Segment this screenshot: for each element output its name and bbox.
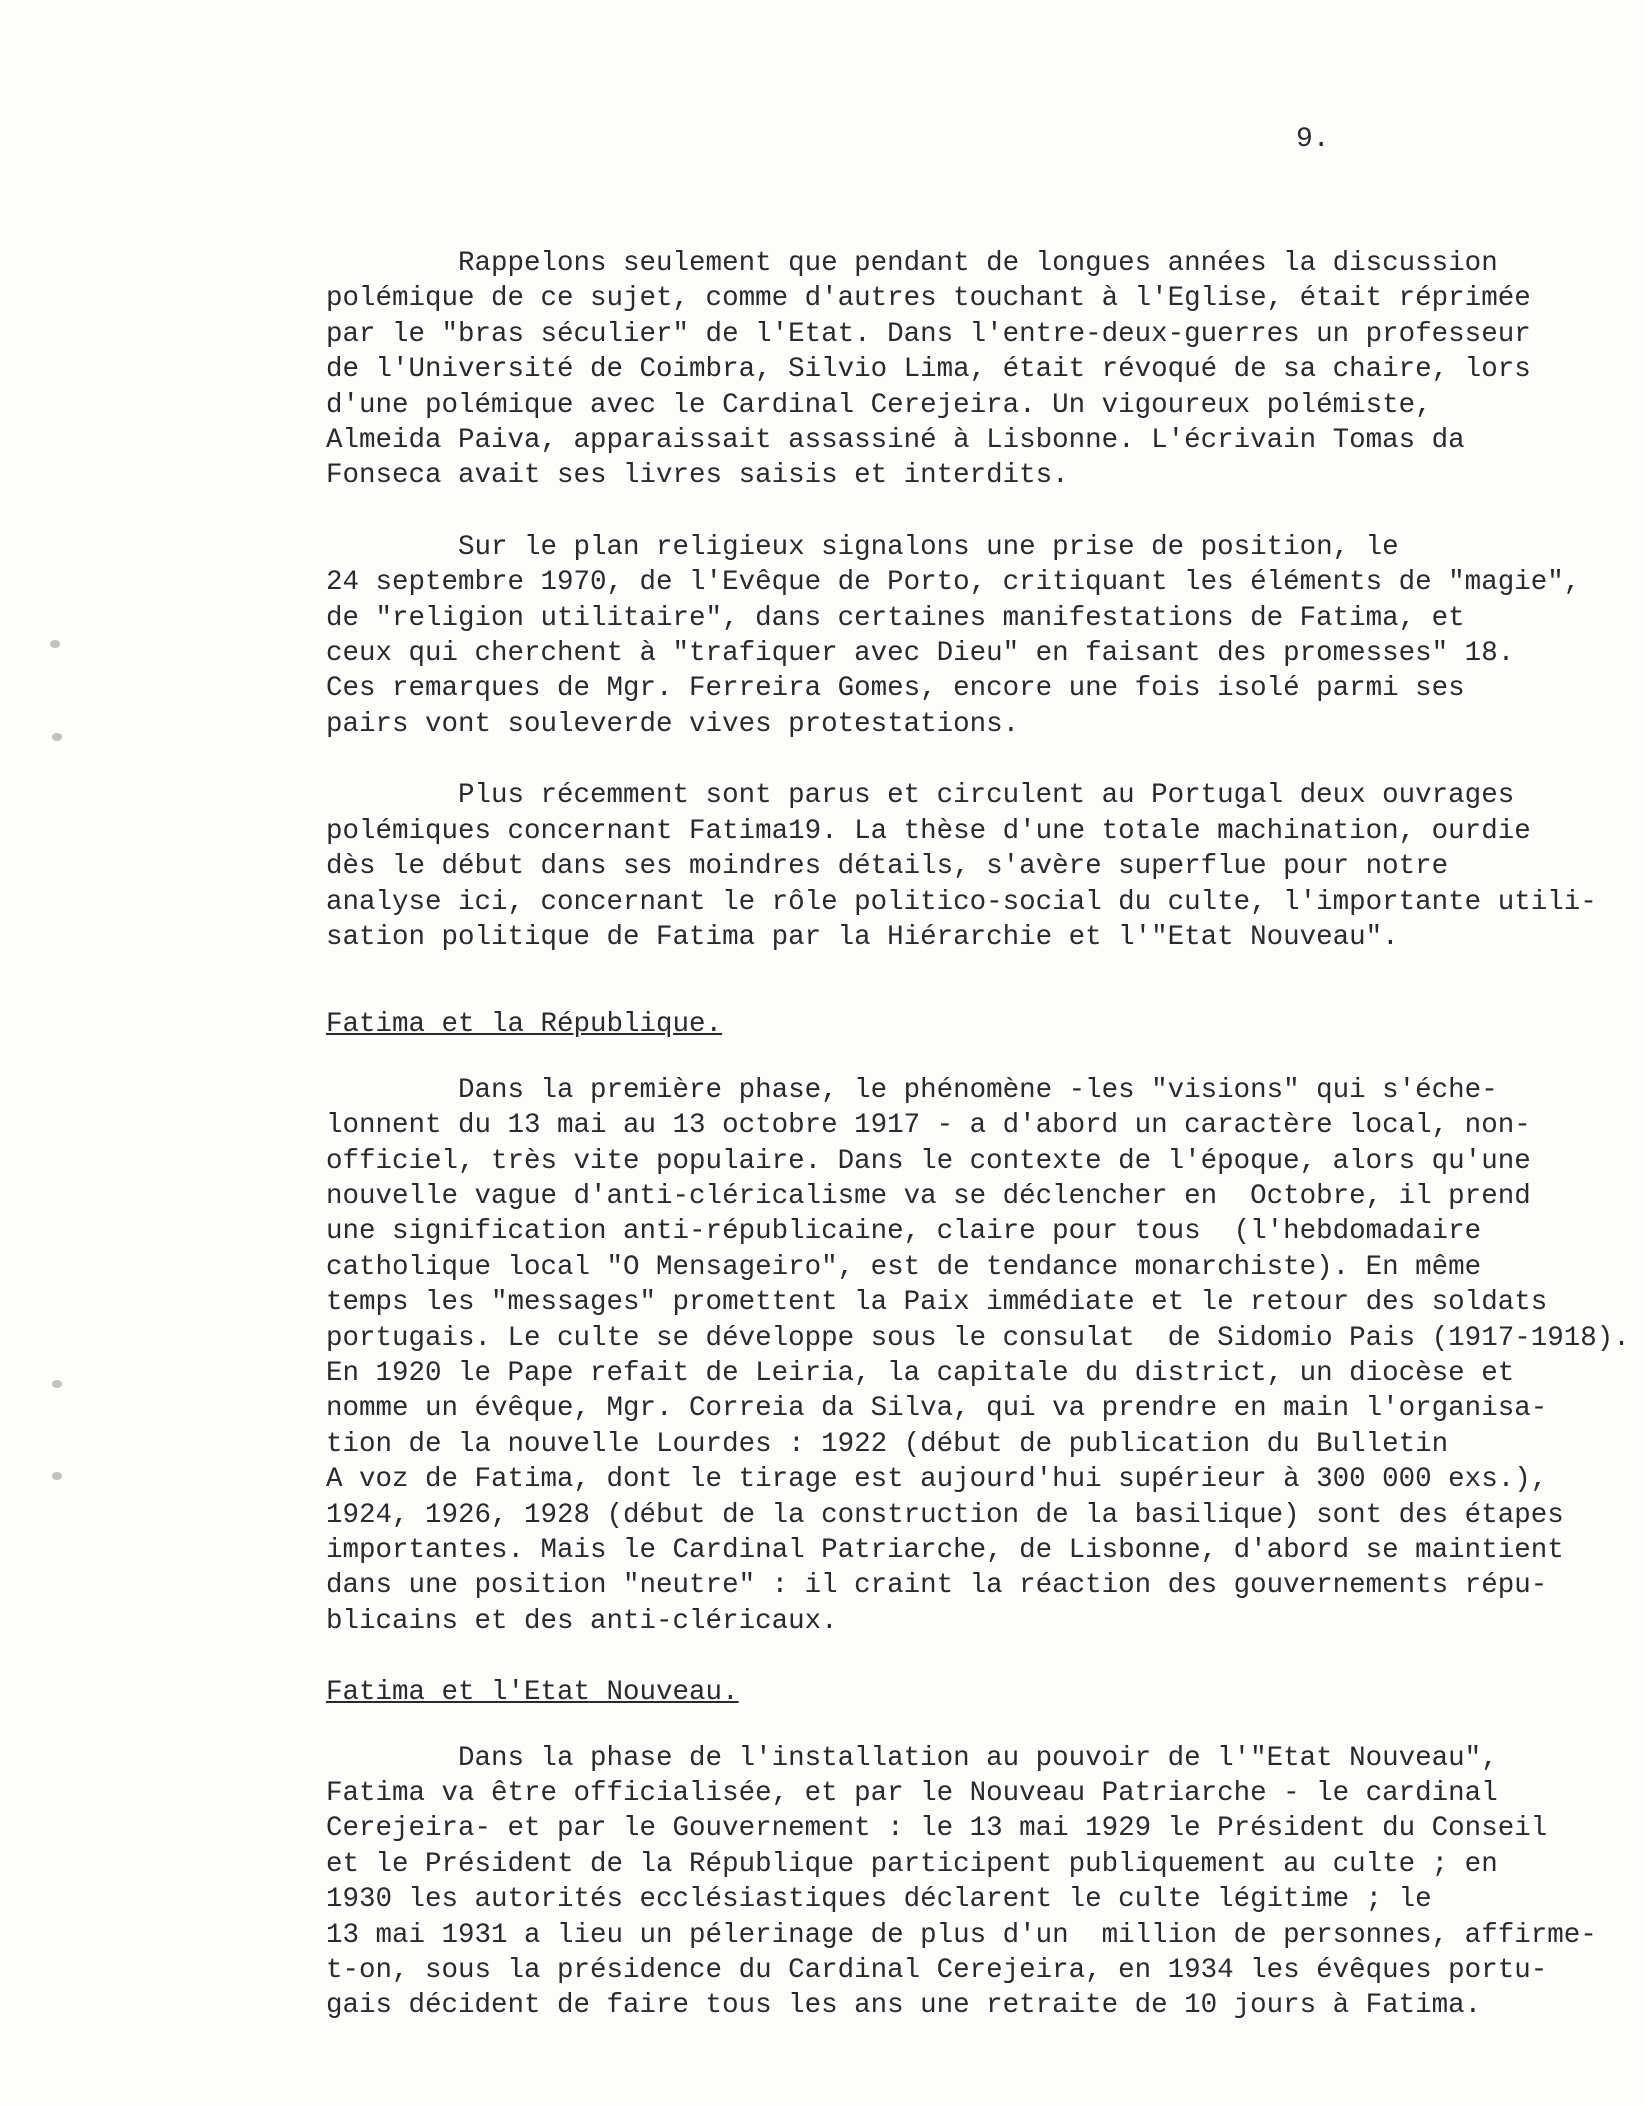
text-line: nouvelle vague d'anti-cléricalisme va se déclencher en Octobre, il prend — [326, 1180, 1531, 1212]
text-line: sation politique de Fatima par la Hiérarchie et l'"Etat Nouveau". — [326, 921, 1399, 953]
text-line: tion de la nouvelle Lourdes : 1922 (début de publication du Bulletin — [326, 1428, 1449, 1460]
text-line: Fonseca avait ses livres saisis et interdits. — [326, 460, 1069, 492]
punch-mark — [52, 733, 62, 741]
text-line: Cerejeira- et par le Gouvernement : le 13 mai 1929 le Président du Conseil — [326, 1813, 1548, 1845]
text-line: officiel, très vite populaire. Dans le contexte de l'époque, alors qu'une — [326, 1145, 1531, 1177]
text-line: A voz de Fatima, dont le tirage est aujourd'hui supérieur à 300 000 exs.), — [326, 1464, 1548, 1496]
paragraph-3 — [326, 778, 1616, 955]
text-line: temps les "messages" promettent la Paix immédiate et le retour des soldats — [326, 1287, 1548, 1319]
text-line: Dans la première phase, le phénomène -les "visions" qui s'éche- — [326, 1074, 1498, 1106]
text-line: 13 mai 1931 a lieu un pélerinage de plus d'un million de personnes, affirme- — [326, 1919, 1597, 1951]
paragraph-2 — [326, 530, 1616, 742]
text-line: par le "bras séculier" de l'Etat. Dans l'entre-deux-guerres un professeur — [326, 318, 1531, 350]
text-line: 1930 les autorités ecclésiastiques déclarent le culte légitime ; le — [326, 1884, 1432, 1916]
text-line: t-on, sous la présidence du Cardinal Cerejeira, en 1934 les évêques portu- — [326, 1955, 1548, 1987]
text-line: catholique local "O Mensageiro", est de tendance monarchiste). En même — [326, 1251, 1482, 1283]
text-line: une signification anti-républicaine, claire pour tous (l'hebdomadaire — [326, 1216, 1482, 1248]
punch-mark — [52, 1472, 62, 1480]
text-line: polémiques concernant Fatima19. La thèse d'une totale machination, ourdie — [326, 815, 1531, 847]
text-line: de l'Université de Coimbra, Silvio Lima, était révoqué de sa chaire, lors — [326, 354, 1531, 386]
text-line: importantes. Mais le Cardinal Patriarche, de Lisbonne, d'abord se maintient — [326, 1535, 1564, 1566]
punch-mark — [52, 1380, 62, 1388]
text-line: 1924, 1926, 1928 (début de la construction de la basilique) sont des étapes — [326, 1499, 1564, 1531]
text-line: analyse ici, concernant le rôle politico-social du culte, l'importante utili- — [326, 886, 1597, 918]
text-line: Almeida Paiva, apparaissait assassiné à Lisbonne. L'écrivain Tomas da — [326, 425, 1465, 457]
page-number: 9. — [1296, 124, 1330, 155]
text-line: polémique de ce sujet, comme d'autres touchant à l'Eglise, était réprimée — [326, 283, 1531, 315]
text-line: Ces remarques de Mgr. Ferreira Gomes, encore une fois isolé parmi ses — [326, 673, 1465, 705]
text-line: nomme un évêque, Mgr. Correia da Silva, qui va prendre en main l'organisa- — [326, 1393, 1548, 1425]
text-line: ceux qui cherchent à "trafiquer avec Dieu" en faisant des promesses" 18. — [326, 638, 1515, 670]
text-line: d'une polémique avec le Cardinal Cerejeira. Un vigoureux polémiste, — [326, 389, 1432, 421]
text-line: Dans la phase de l'installation au pouvoir de l'"Etat Nouveau", — [326, 1742, 1498, 1774]
text-line: blicains et des anti-cléricaux. — [326, 1605, 838, 1637]
text-line: En 1920 le Pape refait de Leiria, la capitale du district, un diocèse et — [326, 1357, 1515, 1389]
text-line: de "religion utilitaire", dans certaines manifestations de Fatima, et — [326, 602, 1465, 634]
text-line: Fatima va être officialisée, et par le Nouveau Patriarche - le cardinal — [326, 1778, 1498, 1810]
text-line: Plus récemment sont parus et circulent au Portugal deux ouvrages — [326, 780, 1515, 812]
section-1-body — [326, 1073, 1630, 1640]
section-2-body — [326, 1741, 1616, 2024]
text-line: gais décident de faire tous les ans une retraite de 10 jours à Fatima. — [326, 1990, 1482, 2022]
text-line: et le Président de la République participent publiquement au culte ; en — [326, 1848, 1498, 1880]
section-heading: Fatima et la République. — [326, 1009, 723, 1041]
text-line: portugais. Le culte se développe sous le consulat de Sidomio Pais (1917-1918). — [326, 1322, 1630, 1354]
text-line: Sur le plan religieux signalons une prise de position, le — [326, 531, 1399, 563]
section-heading: Fatima et l'Etat Nouveau. — [326, 1677, 739, 1709]
text-line: Rappelons seulement que pendant de longues années la discussion — [326, 248, 1498, 279]
text-line: dans une position "neutre" : il craint la réaction des gouvernements répu- — [326, 1570, 1548, 1602]
punch-mark — [50, 640, 60, 648]
document-body — [326, 246, 1630, 2024]
paragraph-1 — [326, 246, 1616, 494]
text-line: 24 septembre 1970, de l'Evêque de Porto, critiquant les éléments de "magie", — [326, 567, 1581, 599]
text-line: pairs vont souleverde vives protestations. — [326, 708, 1020, 740]
text-line: lonnent du 13 mai au 13 octobre 1917 - a d'abord un caractère local, non- — [326, 1110, 1531, 1142]
text-line: dès le début dans ses moindres détails, s'avère superflue pour notre — [326, 851, 1449, 883]
